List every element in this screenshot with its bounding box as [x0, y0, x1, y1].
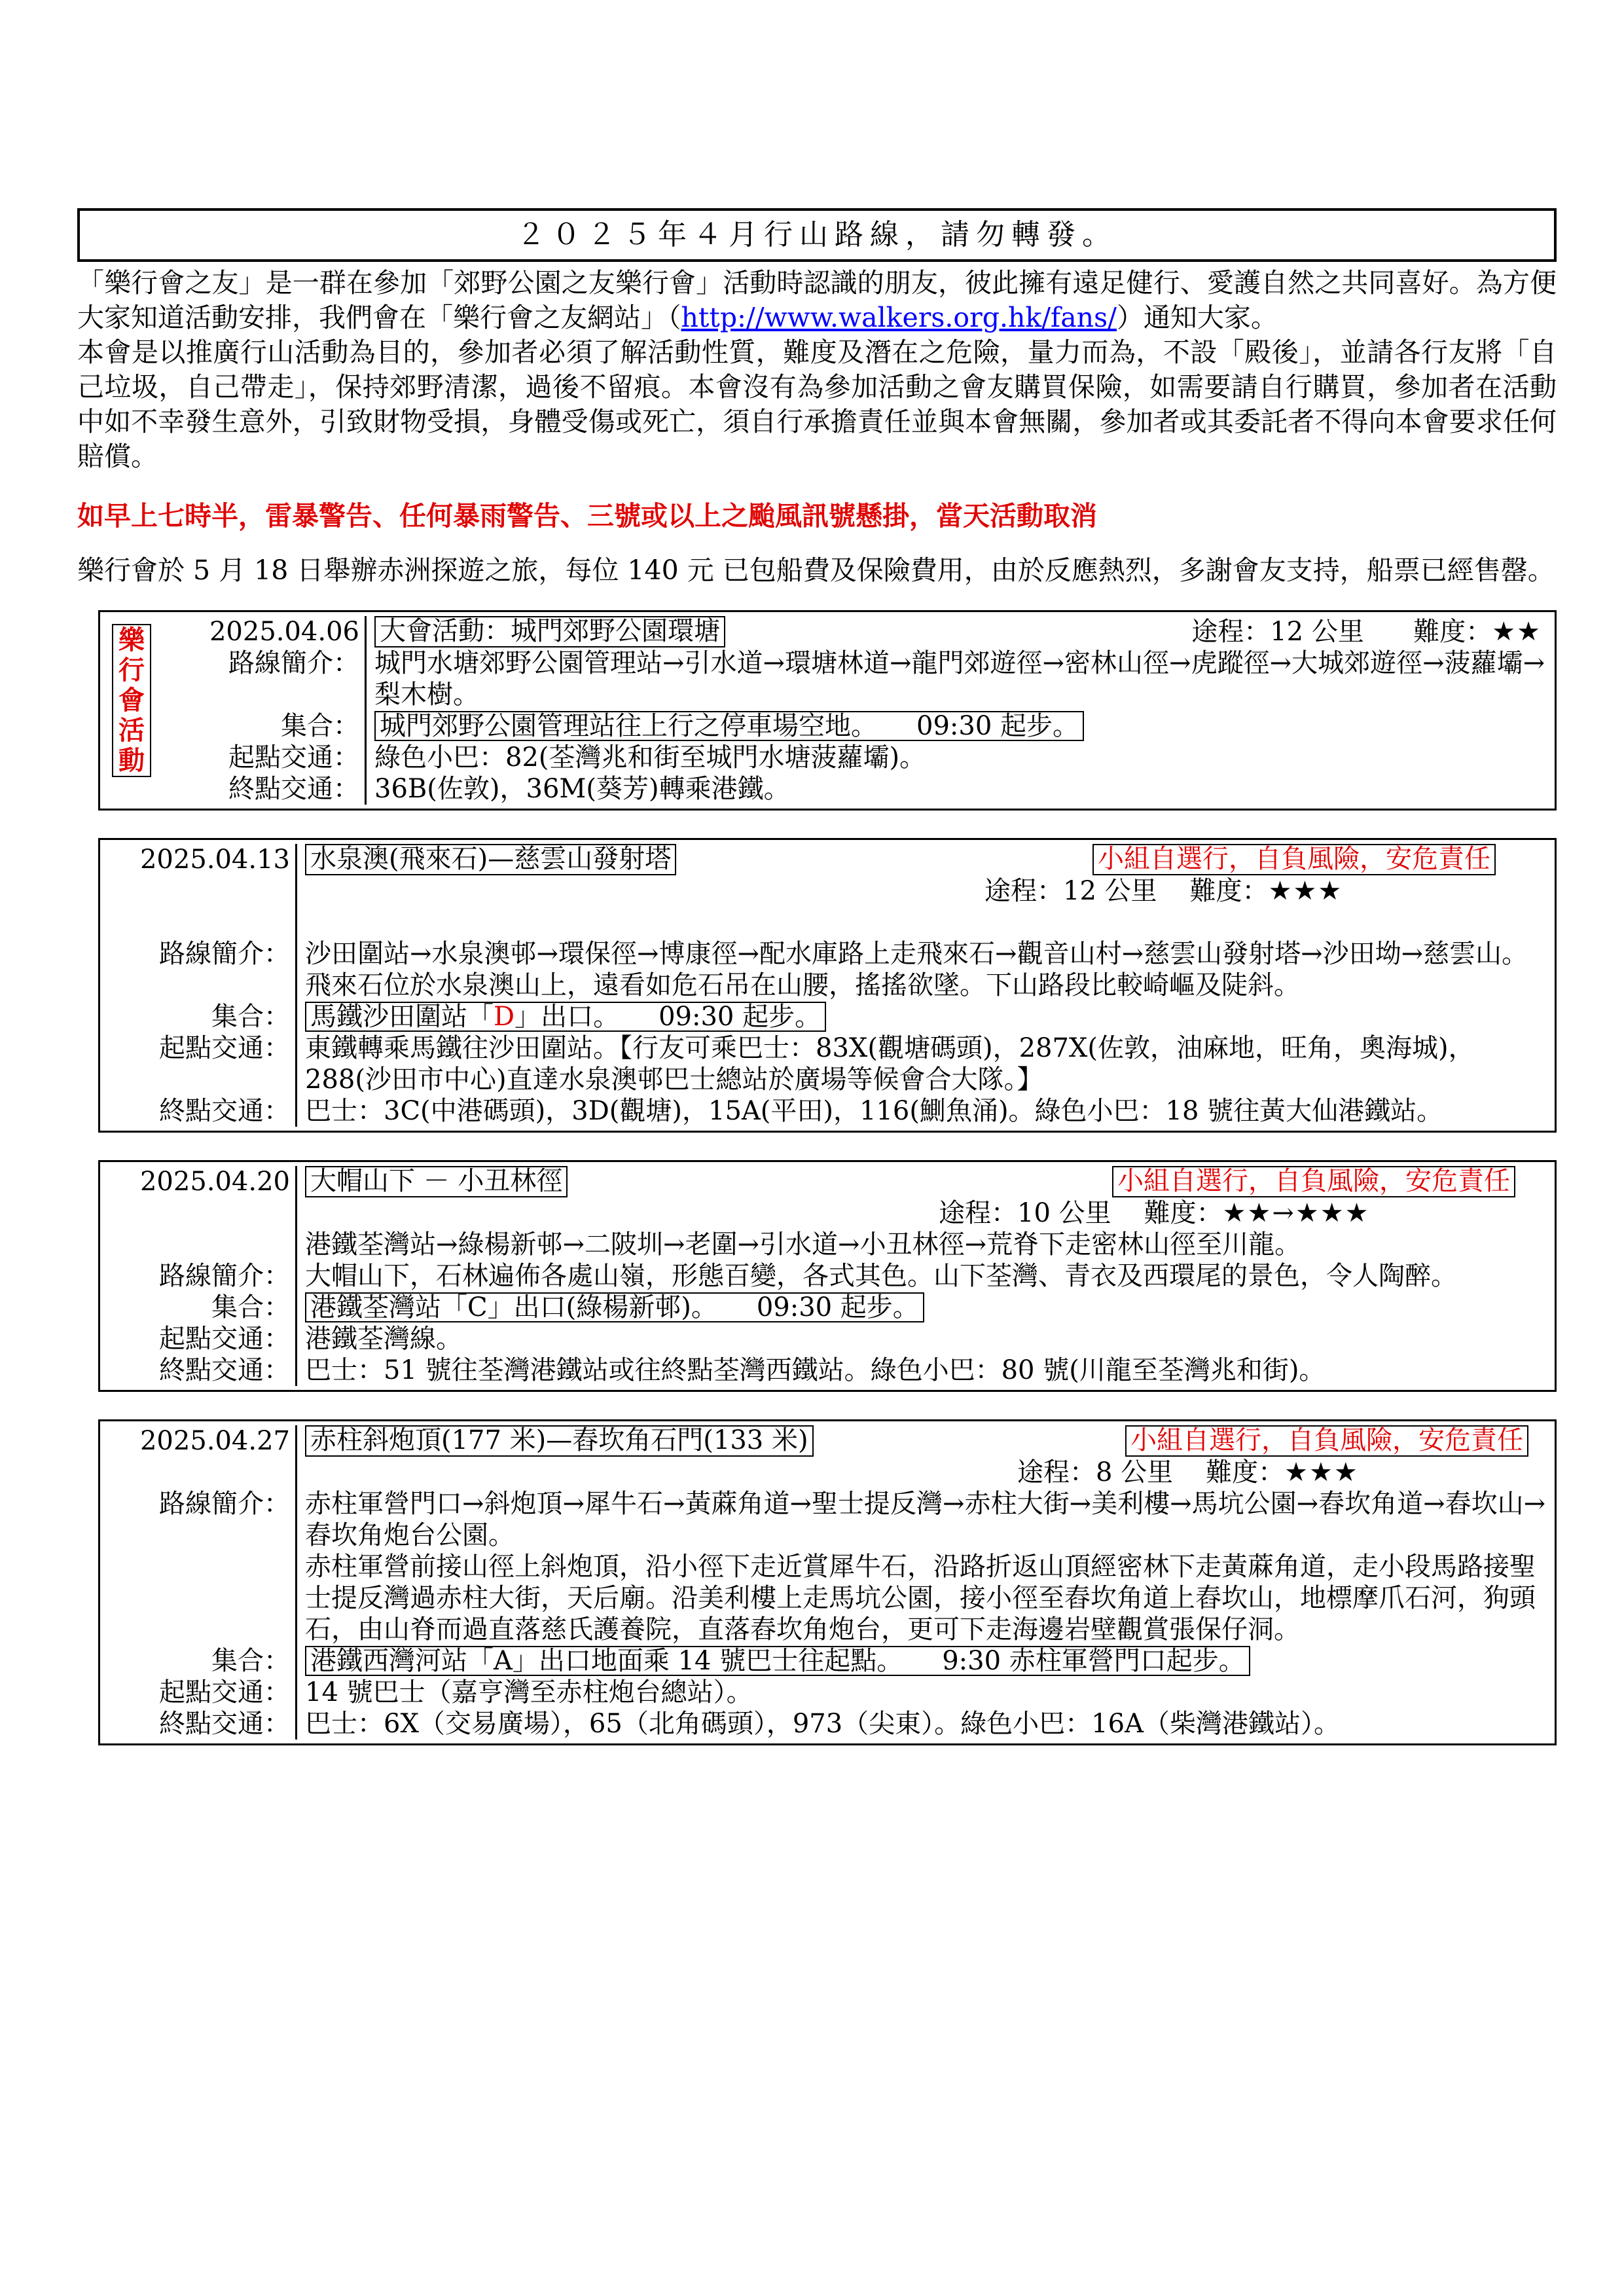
event-card-0420 — [98, 1160, 1557, 1392]
route-label: 路線簡介： — [172, 647, 367, 710]
route-description: 赤柱軍營前接山徑上斜炮頂，沿小徑下走近賞犀牛石，沿路折返山頂經密林下走黃蔴角道，走小段馬路接聖士提反灣過赤柱大街，天后廟。沿美利樓上走馬坑公園，接小徑至舂坎角道上舂坎山，地標摩爪石河，狗頭石，由山脊而過直落慈氏護養院，直落舂坎角炮台，更可下走海邊岩壁觀賞張保仔洞。 — [305, 1552, 1536, 1645]
risk-notice: 小組自選行，自負風險，安危責任 — [1092, 844, 1496, 875]
event-title: 水泉澳(飛來石)—慈雲山發射塔 — [305, 844, 676, 875]
start-transport-label: 起點交通： — [100, 1032, 297, 1095]
event-header-row — [172, 616, 1555, 647]
route-text: 沙田圍站→水泉澳邨→環保徑→博康徑→配水庫路上走飛來石→觀音山村→慈雲山發射塔→沙田坳→慈雲山。 — [305, 939, 1528, 969]
route-text: 赤柱軍營門口→斜炮頂→犀牛石→黃蔴角道→聖士提反灣→赤柱大街→美利樓→馬坑公園→舂坎角道→舂坎山→舂坎角炮台公園。 — [305, 1489, 1546, 1550]
meet-label: 集合： — [100, 1645, 297, 1677]
event-difficulty-label: 難度： — [1189, 876, 1269, 906]
intro-paragraph-1 — [77, 266, 1557, 335]
end-transport-label: 終點交通： — [172, 773, 367, 805]
difficulty-stars: ★★★ — [1268, 876, 1343, 906]
route-label: 路線簡介： — [100, 1260, 297, 1292]
intro-paragraph-2: 本會是以推廣行山活動為目的，參加者必須了解活動性質，難度及潛在之危險，量力而為，不設「殿後」，並請各行友將「自己垃圾，自己帶走」，保持郊野清潔，過後不留痕。本會沒有為參加活動之會友購買保險，如需要請自行購買，參加者在活動中如不幸發生意外，引致財物受損，身體受傷或死亡，須自行承擔責任並與本會無關，參加者或其委託者不得向本會要求任何賠償。 — [77, 337, 1557, 472]
difficulty-stars: ★★★ — [1284, 1457, 1359, 1487]
event-date: 2025.04.20 — [100, 1166, 297, 1197]
event-distance: 途程：10 公里 — [939, 1198, 1111, 1228]
event-title: 大會活動：城門郊野公園環塘 — [374, 616, 725, 647]
start-transport-label: 起點交通： — [172, 742, 367, 773]
fans-website-link[interactable]: http://www.walkers.org.hk/fans/ — [681, 302, 1117, 333]
meet-label: 集合： — [100, 1001, 297, 1032]
end-transport: 36B(佐敦)，36M(葵芳)轉乘港鐵。 — [374, 774, 790, 804]
event-distance: 途程：12 公里 — [1191, 617, 1364, 647]
difficulty-stars: ★★ — [1492, 617, 1542, 647]
difficulty-stars: ★★→★★★ — [1222, 1198, 1370, 1228]
document-page — [77, 208, 1557, 1745]
event-difficulty-label: 難度： — [1206, 1457, 1285, 1487]
intro-text-b: ）通知大家。 — [1116, 302, 1278, 333]
end-transport-label: 終點交通： — [100, 1708, 297, 1740]
start-transport: 東鐵轉乘馬鐵往沙田圍站。【行友可乘巴士：83X(觀塘碼頭)，287X(佐敦，油麻地，旺角，奧海城)，288(沙田市中心)直達水泉澳邨巴士總站於廣場等候會合大隊。】 — [305, 1033, 1475, 1095]
event-distance: 途程：12 公里 — [984, 876, 1157, 906]
event-date: 2025.04.27 — [100, 1425, 297, 1457]
meet-point: 城門郊野公園管理站往上行之停車場空地。 09:30 起步。 — [374, 711, 1084, 741]
risk-notice: 小組自選行，自負風險，安危責任 — [1125, 1425, 1528, 1457]
event-title: 大帽山下 － 小丑林徑 — [305, 1166, 568, 1197]
event-title: 赤柱斜炮頂(177 米)—舂坎角石門(133 米) — [305, 1425, 814, 1457]
route-label: 路線簡介： — [100, 1488, 297, 1551]
vertical-tag: 樂行會活動 — [112, 624, 151, 777]
route-text: 城門水塘郊野公園管理站→引水道→環塘林道→龍門郊遊徑→密林山徑→虎蹤徑→大城郊遊徑→菠蘿壩→梨木樹。 — [374, 648, 1545, 710]
weather-warning: 如早上七時半，雷暴警告、任何暴雨警告、三號或以上之颱風訊號懸掛，當天活動取消 — [77, 500, 1097, 532]
event-card-0427 — [98, 1419, 1557, 1745]
meet-label: 集合： — [100, 1292, 297, 1323]
end-transport-label: 終點交通： — [100, 1355, 297, 1386]
start-transport: 綠色小巴：82(荃灣兆和街至城門水塘菠蘿壩)。 — [374, 742, 926, 773]
start-transport: 港鐵荃灣線。 — [305, 1324, 462, 1354]
meet-point: 港鐵荃灣站「C」出口(綠楊新邨)。 09:30 起步。 — [305, 1292, 924, 1322]
event-card-0406 — [98, 610, 1557, 811]
end-transport-label: 終點交通： — [100, 1095, 297, 1127]
route-text: 港鐵荃灣站→綠楊新邨→二陂圳→老圍→引水道→小丑林徑→荒脊下走密林山徑至川龍。 — [305, 1230, 1301, 1260]
event-notice: 樂行會於 5 月 18 日舉辦赤洲探遊之旅，每位 140 元 已包船費及保險費用，由於反應熱烈，多謝會友支持，船票已經售罄。 — [77, 555, 1555, 586]
meet-label: 集合： — [172, 710, 367, 742]
route-description: 大帽山下，石林遍佈各處山嶺，形態百變，各式其色。山下荃灣、青衣及西環尾的景色，令人陶醉。 — [305, 1261, 1457, 1291]
start-transport: 14 號巴士（嘉亨灣至赤柱炮台總站）。 — [305, 1677, 753, 1707]
event-difficulty-label: 難度： — [1413, 617, 1492, 647]
end-transport: 巴士：51 號往荃灣港鐵站或往終點荃灣西鐵站。綠色小巴：80 號(川龍至荃灣兆和街)。 — [305, 1355, 1326, 1385]
event-date: 2025.04.13 — [100, 844, 297, 875]
event-difficulty-label: 難度： — [1144, 1198, 1223, 1228]
page-title: ２０２５年４月行山路線，請勿轉發。 — [77, 208, 1557, 262]
intro-text-a: 「樂行會之友」是一群在參加「郊野公園之友樂行會」活動時認識的朋友，彼此擁有遠足健行、愛護自然之共同喜好。為方便大家知道活動安排，我們會在「樂行會之友網站」（ — [77, 267, 1557, 333]
risk-notice: 小組自選行，自負風險，安危責任 — [1112, 1166, 1515, 1197]
end-transport: 巴士：6X（交易廣場），65（北角碼頭），973（尖東）。綠色小巴：16A（柴灣港鐵站）。 — [305, 1709, 1340, 1739]
event-distance: 途程：8 公里 — [1017, 1457, 1174, 1487]
start-transport-label: 起點交通： — [100, 1677, 297, 1708]
route-description: 飛來石位於水泉澳山上，遠看如危石吊在山腰，搖搖欲墜。下山路段比較崎嶇及陡斜。 — [305, 970, 1300, 1000]
end-transport: 巴士：3C(中港碼頭)，3D(觀塘)，15A(平田)，116(鰂魚涌)。綠色小巴：18 號往黃大仙港鐵站。 — [305, 1096, 1443, 1126]
meet-point: 馬鐵沙田圍站「D」出口。 09:30 起步。 — [305, 1002, 826, 1032]
start-transport-label: 起點交通： — [100, 1323, 297, 1355]
event-date: 2025.04.06 — [172, 616, 367, 647]
event-stats — [1191, 616, 1555, 647]
meet-point: 港鐵西灣河站「A」出口地面乘 14 號巴士往起點。 9:30 赤柱軍營門口起步。 — [305, 1646, 1250, 1676]
event-card-0413 — [98, 838, 1557, 1133]
exit-letter: D — [494, 1002, 515, 1032]
route-label: 路線簡介： — [100, 938, 297, 970]
